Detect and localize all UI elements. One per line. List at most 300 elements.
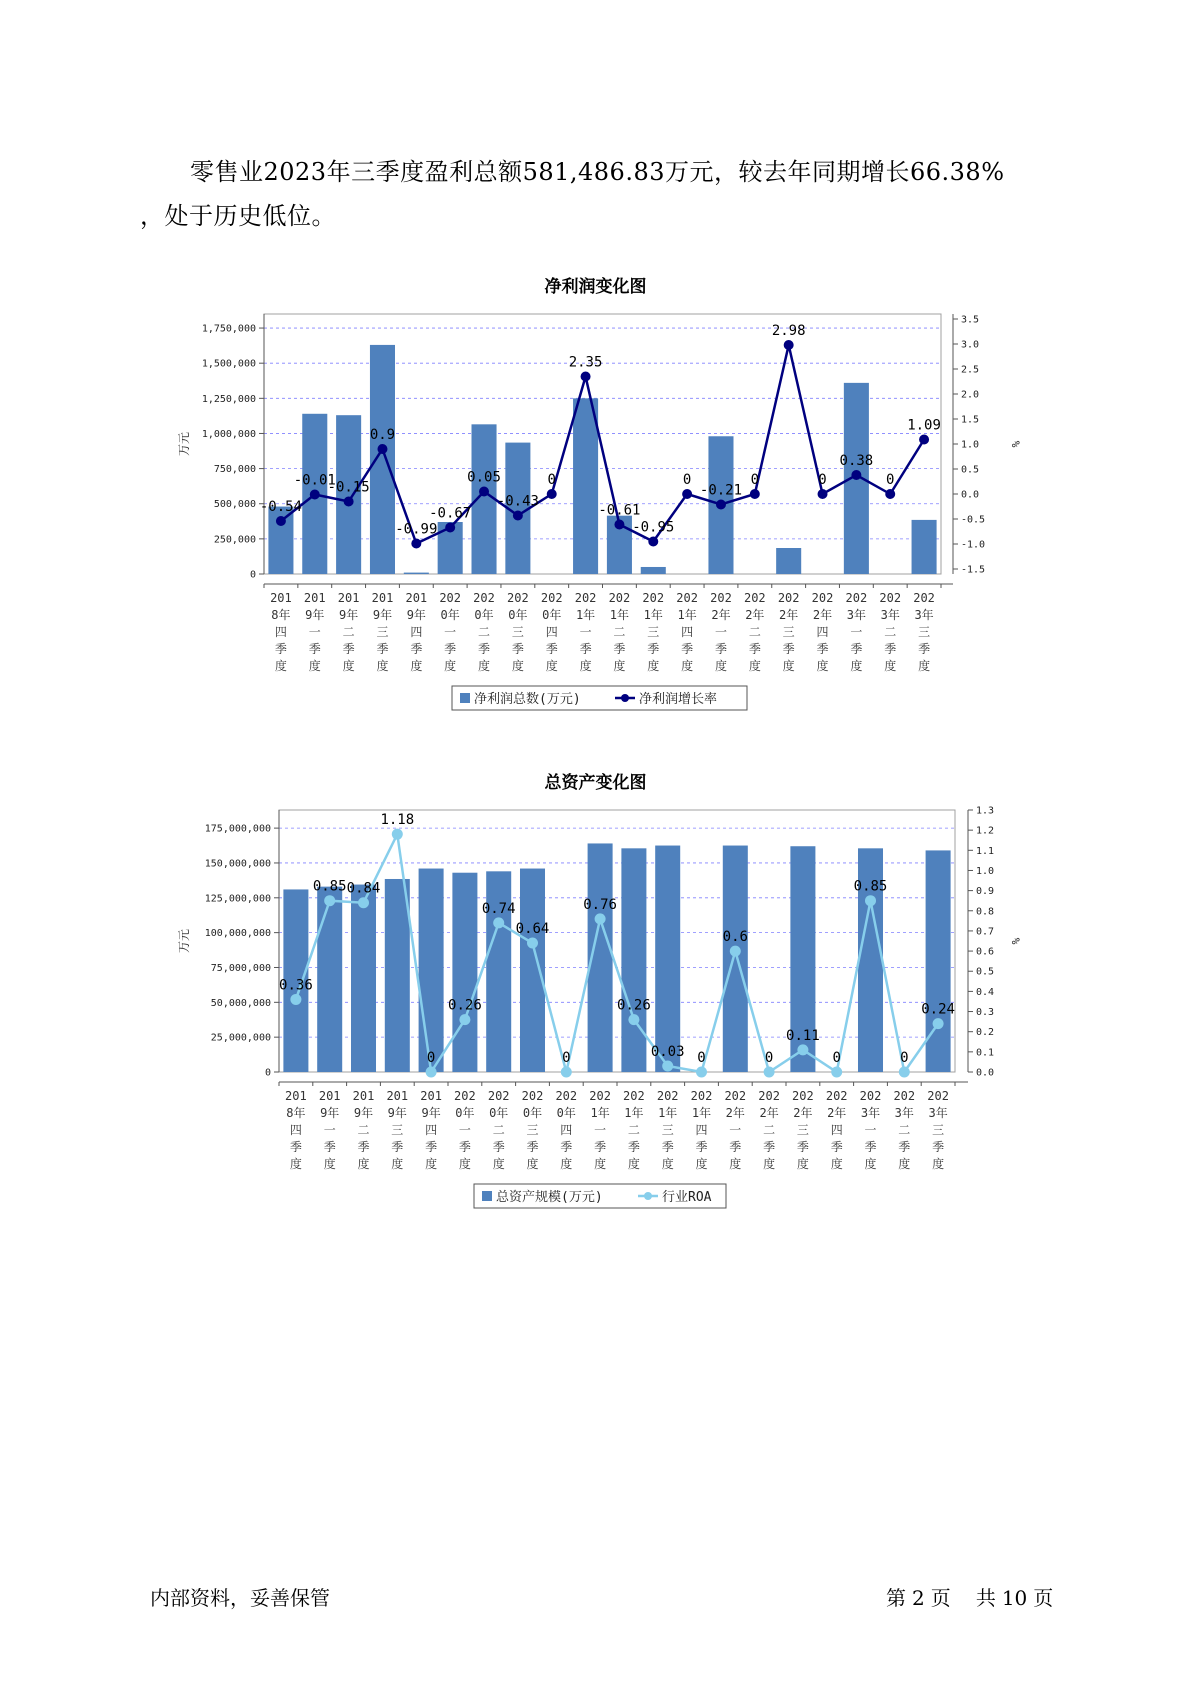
y2-tick-label: 0.8 xyxy=(976,906,995,918)
x-tick-label: 1年 xyxy=(624,1106,644,1120)
x-tick-label: 度 xyxy=(444,659,457,673)
x-tick-label: 三 xyxy=(918,625,931,639)
x-tick-label: 一 xyxy=(850,625,863,639)
total-prefix: 共 xyxy=(975,1586,996,1610)
x-tick-label: 202 xyxy=(845,591,868,605)
bar xyxy=(655,846,680,1072)
data-label: 0 xyxy=(697,1050,706,1066)
x-tick-label: 度 xyxy=(918,659,931,673)
x-tick-label: 二 xyxy=(627,1123,640,1137)
x-tick-label: 1年 xyxy=(609,608,630,622)
legend-line-marker xyxy=(644,1192,652,1200)
data-point xyxy=(377,444,387,454)
data-label: 0.76 xyxy=(583,896,617,913)
x-tick-label: 季 xyxy=(274,642,287,656)
x-tick-label: 二 xyxy=(478,625,491,639)
x-tick-label: 二 xyxy=(763,1123,776,1137)
page-prefix: 第 xyxy=(886,1586,906,1610)
data-label: 0 xyxy=(682,472,692,488)
x-tick-label: 季 xyxy=(613,642,626,656)
x-tick-label: 季 xyxy=(898,1140,911,1154)
data-label: 0.84 xyxy=(346,880,381,897)
x-tick-label: 201 xyxy=(285,1089,307,1103)
x-tick-label: 季 xyxy=(918,642,931,656)
x-tick-label: 度 xyxy=(816,659,829,673)
bar xyxy=(317,887,342,1072)
y2-tick-label: 0.1 xyxy=(976,1047,995,1059)
legend-bar-label: 总资产规模(万元) xyxy=(496,1190,603,1205)
x-tick-label: 季 xyxy=(627,1140,640,1154)
data-point xyxy=(831,1067,842,1078)
x-tick-label: 202 xyxy=(879,591,902,605)
x-tick-label: 度 xyxy=(695,1157,708,1171)
x-tick-label: 度 xyxy=(391,1157,404,1171)
y2-tick-label: 0.2 xyxy=(976,1027,995,1039)
page-suffix: 页 xyxy=(930,1586,951,1610)
x-tick-label: 201 xyxy=(405,591,428,605)
data-label: 0.6 xyxy=(722,929,748,946)
data-label: 0 xyxy=(764,1050,774,1066)
data-label: -0.67 xyxy=(429,505,472,522)
y-tick-label: 100,000,000 xyxy=(204,928,271,940)
x-tick-label: 度 xyxy=(458,1157,471,1171)
x-tick-label: 8年 xyxy=(271,608,291,622)
data-label: -0.99 xyxy=(395,521,438,538)
data-label: 2.98 xyxy=(771,323,806,339)
x-tick-label: 度 xyxy=(830,1157,843,1171)
data-label: -0.01 xyxy=(293,472,336,489)
data-point xyxy=(445,523,455,533)
legend-line-marker xyxy=(621,694,629,702)
x-tick-label: 季 xyxy=(579,642,592,656)
chart-title-total-assets: 总资产变化图 xyxy=(544,773,647,793)
x-tick-label: 9年 xyxy=(305,608,325,622)
data-label: 0 xyxy=(547,472,556,488)
x-tick-label: 二 xyxy=(342,625,355,639)
x-tick-label: 二 xyxy=(898,1123,911,1137)
data-point xyxy=(730,946,741,957)
x-tick-label: 季 xyxy=(594,1140,607,1154)
chart-title-net-profit: 净利润变化图 xyxy=(544,277,647,297)
data-label: 0.85 xyxy=(312,878,347,895)
data-label: 0.38 xyxy=(839,453,874,469)
data-label: -0.15 xyxy=(327,479,370,496)
x-tick-label: 二 xyxy=(357,1123,370,1137)
x-tick-label: 季 xyxy=(391,1140,404,1154)
y-tick-label: 500,000 xyxy=(213,499,256,511)
page-number: 2 xyxy=(912,1586,925,1610)
x-tick-label: 一 xyxy=(323,1123,336,1137)
data-label: -0.43 xyxy=(496,493,539,510)
data-label: 0 xyxy=(818,472,827,488)
x-tick-label: 0年 xyxy=(508,608,528,622)
y-tick-label: 1,750,000 xyxy=(201,323,256,335)
x-tick-label: 度 xyxy=(681,659,694,673)
x-tick-label: 三 xyxy=(661,1123,674,1137)
x-tick-label: 202 xyxy=(825,1089,848,1103)
x-tick-label: 度 xyxy=(425,1157,438,1171)
x-tick-label: 度 xyxy=(782,659,795,673)
data-label: 0.36 xyxy=(279,977,313,994)
x-tick-label: 201 xyxy=(352,1089,375,1103)
data-point xyxy=(324,895,335,906)
data-point xyxy=(513,511,523,521)
plot-area xyxy=(279,810,955,1072)
x-tick-label: 二 xyxy=(748,625,761,639)
y2-tick-label: -0.5 xyxy=(961,514,986,526)
x-tick-label: 三 xyxy=(376,625,389,639)
x-tick-label: 度 xyxy=(323,1157,336,1171)
summary-line-1: 零售业2023年三季度盈利总额581,486.83万元，较去年同期增长66.38% xyxy=(190,158,1005,186)
x-tick-label: 202 xyxy=(811,591,834,605)
y2-tick-label: -1.5 xyxy=(961,564,986,576)
x-tick-label: 四 xyxy=(289,1123,302,1137)
x-tick-label: 度 xyxy=(545,659,558,673)
data-point xyxy=(527,938,538,949)
y-tick-label: 25,000,000 xyxy=(210,1032,271,1044)
data-label: 0.03 xyxy=(650,1043,685,1060)
x-tick-label: 一 xyxy=(594,1123,607,1137)
x-tick-label: 季 xyxy=(342,642,355,656)
x-tick-label: 202 xyxy=(927,1089,949,1103)
y-tick-label: 125,000,000 xyxy=(204,893,271,905)
net-profit-chart xyxy=(0,300,1191,720)
x-tick-label: 201 xyxy=(386,1089,409,1103)
data-point xyxy=(561,1067,572,1078)
y-tick-label: 750,000 xyxy=(213,464,256,476)
data-point xyxy=(818,489,828,499)
legend-bar-label: 净利润总数(万元) xyxy=(474,692,581,707)
x-tick-label: 度 xyxy=(796,1157,809,1171)
footer-pagination xyxy=(886,1582,1059,1611)
bar xyxy=(912,520,937,574)
y-tick-label: 250,000 xyxy=(213,534,256,546)
data-point xyxy=(865,895,876,906)
data-point xyxy=(459,1014,470,1025)
x-tick-label: 度 xyxy=(661,1157,674,1171)
x-tick-label: 2年 xyxy=(745,608,765,622)
x-tick-label: 201 xyxy=(270,591,292,605)
x-tick-label: 度 xyxy=(850,659,863,673)
summary-line-2: ，处于历史低位。 xyxy=(140,202,336,230)
bar xyxy=(926,850,951,1072)
x-tick-label: 2年 xyxy=(725,1106,745,1120)
x-tick-label: 1年 xyxy=(658,1106,678,1120)
x-tick-label: 度 xyxy=(594,1157,607,1171)
x-tick-label: 一 xyxy=(444,625,457,639)
x-tick-label: 0年 xyxy=(542,608,562,622)
data-label: -0.95 xyxy=(632,519,675,536)
x-tick-label: 201 xyxy=(420,1089,442,1103)
bar xyxy=(385,879,410,1072)
bar xyxy=(452,873,477,1072)
x-tick-label: 3年 xyxy=(914,608,934,622)
bar xyxy=(351,885,376,1072)
x-tick-label: 季 xyxy=(545,642,558,656)
x-tick-label: 202 xyxy=(743,591,766,605)
x-tick-label: 季 xyxy=(763,1140,776,1154)
x-tick-label: 季 xyxy=(647,642,660,656)
data-point xyxy=(628,1014,639,1025)
x-tick-label: 四 xyxy=(410,625,423,639)
x-tick-label: 3年 xyxy=(894,1106,914,1120)
y-tick-label: 0 xyxy=(249,569,256,581)
x-tick-label: 度 xyxy=(763,1157,776,1171)
data-point xyxy=(716,500,726,510)
legend-bar-swatch xyxy=(482,1191,492,1201)
x-tick-label: 季 xyxy=(526,1140,539,1154)
data-label: 0 xyxy=(750,472,760,488)
x-tick-label: 季 xyxy=(357,1140,370,1154)
x-tick-label: 季 xyxy=(560,1140,573,1154)
x-tick-label: 度 xyxy=(376,659,389,673)
x-tick-label: 2年 xyxy=(793,1106,813,1120)
data-point xyxy=(547,489,557,499)
x-tick-label: 季 xyxy=(458,1140,471,1154)
x-tick-label: 季 xyxy=(850,642,863,656)
y2-tick-label: 2.0 xyxy=(961,389,980,401)
bar xyxy=(520,869,545,1072)
x-tick-label: 四 xyxy=(274,625,287,639)
x-tick-label: 度 xyxy=(714,659,727,673)
x-tick-label: 9年 xyxy=(320,1106,340,1120)
data-label: 1.18 xyxy=(380,812,415,829)
data-label: 0.26 xyxy=(448,997,482,1014)
data-point xyxy=(411,539,421,549)
x-tick-label: 2年 xyxy=(759,1106,779,1120)
x-tick-label: 三 xyxy=(391,1123,404,1137)
x-tick-label: 202 xyxy=(792,1089,814,1103)
x-tick-label: 度 xyxy=(729,1157,742,1171)
y2-axis-title: % xyxy=(1009,937,1022,945)
legend-line-label: 净利润增长率 xyxy=(639,692,718,707)
bar xyxy=(641,567,666,574)
data-point xyxy=(614,520,624,530)
x-tick-label: 度 xyxy=(613,659,626,673)
x-tick-label: 度 xyxy=(511,659,524,673)
data-point xyxy=(358,897,369,908)
data-point xyxy=(493,917,504,928)
x-tick-label: 二 xyxy=(492,1123,505,1137)
y2-tick-label: 2.5 xyxy=(961,364,980,376)
x-tick-label: 2年 xyxy=(779,608,799,622)
data-label: 0.64 xyxy=(515,921,550,938)
x-tick-label: 202 xyxy=(521,1089,544,1103)
bar xyxy=(404,573,429,574)
x-tick-label: 季 xyxy=(932,1140,945,1154)
x-tick-label: 一 xyxy=(308,625,321,639)
x-tick-label: 202 xyxy=(540,591,563,605)
y-tick-label: 1,250,000 xyxy=(201,393,256,405)
y2-tick-label: 0.6 xyxy=(976,946,995,958)
x-tick-label: 202 xyxy=(724,1089,747,1103)
x-tick-label: 度 xyxy=(274,659,287,673)
y2-tick-label: -1.0 xyxy=(961,539,986,551)
x-tick-label: 1年 xyxy=(643,608,663,622)
y-tick-label: 175,000,000 xyxy=(204,823,271,835)
x-tick-label: 202 xyxy=(487,1089,510,1103)
legend-bar-swatch xyxy=(460,693,470,703)
y-tick-label: 50,000,000 xyxy=(210,997,271,1009)
x-tick-label: 202 xyxy=(859,1089,882,1103)
x-tick-label: 季 xyxy=(796,1140,809,1154)
data-point xyxy=(344,497,354,507)
y2-tick-label: 1.1 xyxy=(976,845,995,857)
x-tick-label: 9年 xyxy=(421,1106,441,1120)
data-point xyxy=(479,487,489,497)
summary-paragraph xyxy=(140,150,1070,238)
x-tick-label: 季 xyxy=(376,642,389,656)
x-tick-label: 季 xyxy=(661,1140,674,1154)
bar xyxy=(621,848,646,1072)
x-tick-label: 1年 xyxy=(575,608,596,622)
x-tick-label: 2年 xyxy=(812,608,833,622)
data-label: 1.09 xyxy=(907,417,941,434)
x-tick-label: 度 xyxy=(410,659,423,673)
data-point xyxy=(797,1044,808,1055)
x-tick-label: 季 xyxy=(478,642,491,656)
x-tick-label: 二 xyxy=(884,625,897,639)
legend-line-label: 行业ROA xyxy=(662,1190,712,1205)
data-label: 0.85 xyxy=(853,878,888,895)
bar xyxy=(370,345,395,574)
data-point xyxy=(276,516,286,526)
data-point xyxy=(426,1067,437,1078)
x-tick-label: 度 xyxy=(308,659,321,673)
x-tick-label: 0年 xyxy=(522,1106,543,1120)
data-label: 0 xyxy=(562,1050,571,1066)
data-point xyxy=(595,913,606,924)
x-tick-label: 季 xyxy=(782,642,795,656)
x-tick-label: 202 xyxy=(454,1089,476,1103)
x-tick-label: 3年 xyxy=(860,1106,881,1120)
y2-tick-label: 1.0 xyxy=(961,439,980,451)
x-tick-label: 9年 xyxy=(339,608,359,622)
x-tick-label: 季 xyxy=(681,642,694,656)
y-tick-label: 0 xyxy=(264,1067,271,1079)
x-tick-label: 9年 xyxy=(353,1106,374,1120)
x-tick-label: 1年 xyxy=(677,608,697,622)
x-tick-label: 季 xyxy=(289,1140,302,1154)
y2-tick-label: 0.5 xyxy=(976,966,995,978)
x-tick-label: 度 xyxy=(357,1157,370,1171)
x-tick-label: 202 xyxy=(608,591,631,605)
x-tick-label: 一 xyxy=(458,1123,471,1137)
x-tick-label: 四 xyxy=(695,1123,708,1137)
data-point xyxy=(290,994,301,1005)
bar xyxy=(723,846,748,1072)
x-tick-label: 季 xyxy=(511,642,524,656)
x-tick-label: 度 xyxy=(932,1157,945,1171)
x-tick-label: 四 xyxy=(425,1123,438,1137)
x-tick-label: 季 xyxy=(748,642,761,656)
data-label: 2.35 xyxy=(568,354,603,371)
x-tick-label: 一 xyxy=(729,1123,742,1137)
data-point xyxy=(764,1067,775,1078)
y-axis-title: 万元 xyxy=(177,928,191,954)
bar xyxy=(776,548,801,574)
x-tick-label: 度 xyxy=(748,659,761,673)
y2-tick-label: 0.4 xyxy=(976,986,995,998)
data-point xyxy=(310,490,320,500)
x-tick-label: 3年 xyxy=(928,1106,948,1120)
y-tick-label: 150,000,000 xyxy=(204,858,271,870)
x-tick-label: 202 xyxy=(623,1089,645,1103)
x-tick-label: 0年 xyxy=(474,608,494,622)
data-point xyxy=(662,1060,673,1071)
data-label: 0 xyxy=(900,1050,909,1066)
x-tick-label: 三 xyxy=(647,625,660,639)
x-tick-label: 202 xyxy=(758,1089,780,1103)
x-tick-label: 三 xyxy=(796,1123,809,1137)
x-tick-label: 201 xyxy=(318,1089,341,1103)
x-tick-label: 2年 xyxy=(827,1106,847,1120)
data-point xyxy=(648,537,658,547)
x-tick-label: 季 xyxy=(410,642,423,656)
x-tick-label: 202 xyxy=(642,591,665,605)
data-point xyxy=(581,372,591,382)
total-assets-chart xyxy=(0,796,1191,1226)
x-tick-label: 度 xyxy=(526,1157,539,1171)
x-tick-label: 度 xyxy=(647,659,660,673)
data-point xyxy=(682,489,692,499)
data-label: 0.24 xyxy=(921,1001,955,1018)
total-suffix: 页 xyxy=(1033,1586,1054,1610)
x-tick-label: 202 xyxy=(574,591,597,605)
x-tick-label: 季 xyxy=(714,642,727,656)
data-point xyxy=(851,470,861,480)
y2-tick-label: 0.7 xyxy=(976,926,995,938)
x-tick-label: 202 xyxy=(777,591,800,605)
y-tick-label: 75,000,000 xyxy=(210,962,271,974)
y2-tick-label: 1.5 xyxy=(961,414,980,426)
data-label: -0.61 xyxy=(598,502,641,519)
y-axis-title: 万元 xyxy=(177,431,191,457)
x-tick-label: 1年 xyxy=(691,1106,712,1120)
x-tick-label: 202 xyxy=(656,1089,679,1103)
x-tick-label: 季 xyxy=(864,1140,877,1154)
x-tick-label: 202 xyxy=(913,591,935,605)
data-point xyxy=(885,489,895,499)
data-label: 0 xyxy=(426,1050,436,1066)
x-tick-label: 9年 xyxy=(372,608,393,622)
x-tick-label: 201 xyxy=(303,591,326,605)
x-tick-label: 一 xyxy=(579,625,592,639)
x-tick-label: 3年 xyxy=(880,608,900,622)
data-label: 0.11 xyxy=(786,1027,820,1044)
x-tick-label: 202 xyxy=(589,1089,611,1103)
x-tick-label: 201 xyxy=(337,591,360,605)
x-tick-label: 四 xyxy=(816,625,829,639)
y2-tick-label: 1.2 xyxy=(976,825,995,837)
footer-confidential: 内部资料，妥善保管 xyxy=(150,1586,330,1610)
x-tick-label: 四 xyxy=(681,625,694,639)
x-tick-label: 四 xyxy=(560,1123,573,1137)
x-tick-label: 季 xyxy=(323,1140,336,1154)
x-tick-label: 1年 xyxy=(590,1106,610,1120)
y-tick-label: 1,500,000 xyxy=(201,358,256,370)
x-tick-label: 一 xyxy=(864,1123,877,1137)
x-tick-label: 三 xyxy=(782,625,795,639)
data-label: 0.05 xyxy=(467,469,501,486)
x-tick-label: 度 xyxy=(627,1157,640,1171)
data-label: -0.54 xyxy=(259,499,303,515)
x-tick-label: 202 xyxy=(710,591,732,605)
x-tick-label: 3年 xyxy=(846,608,866,622)
bar xyxy=(573,398,598,574)
y2-tick-label: 3.5 xyxy=(961,314,980,326)
data-point xyxy=(784,340,794,350)
